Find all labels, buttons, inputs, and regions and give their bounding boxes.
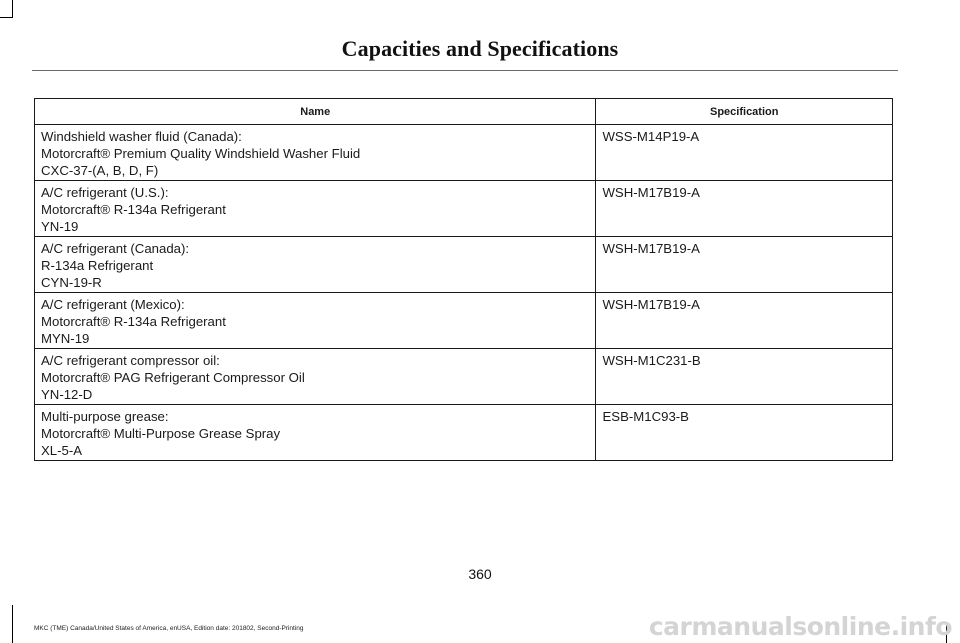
product-name: Motorcraft® PAG Refrigerant Compressor Oil [41,370,305,385]
part-number: YN-19 [41,219,79,234]
name-cell [35,349,596,405]
specification-cell: WSS-M14P19-A [596,125,893,181]
product-name: R-134a Refrigerant [41,258,154,273]
table-row [35,237,893,293]
specification-cell: ESB-M1C93-B [596,405,893,461]
fluid-category: A/C refrigerant (U.S.): [41,185,169,200]
specifications-table [34,98,893,461]
watermark: carmanualsonline.info [648,612,952,641]
name-cell [35,181,596,237]
part-number: MYN-19 [41,331,90,346]
fluid-category: A/C refrigerant (Canada): [41,241,190,256]
fluid-category: Multi-purpose grease: [41,409,169,424]
table-row [35,349,893,405]
name-cell [35,125,596,181]
fluid-category: Windshield washer fluid (Canada): [41,129,242,144]
product-name: Motorcraft® Multi-Purpose Grease Spray [41,426,281,441]
part-number: YN-12-D [41,387,93,402]
product-name: Motorcraft® R-134a Refrigerant [41,202,226,217]
table-header-row [35,99,893,125]
part-number: CXC-37-(A, B, D, F) [41,163,159,178]
column-header-name: Name [35,99,596,125]
specification-cell: WSH-M17B19-A [596,293,893,349]
title-divider [32,70,898,71]
fluid-category: A/C refrigerant (Mexico): [41,297,185,312]
name-cell [35,293,596,349]
crop-mark [0,17,13,18]
column-header-specification: Specification [596,99,893,125]
table-row [35,181,893,237]
page-title: Capacities and Specifications [341,36,619,61]
product-name: Motorcraft® Premium Quality Windshield Washer Fluid [41,146,361,161]
specification-cell: WSH-M17B19-A [596,181,893,237]
part-number: CYN-19-R [41,275,102,290]
edition-footer: MKC (TME) Canada/United States of America, enUSA, Edition date: 201802, Second-Printing [34,625,304,632]
specification-cell: WSH-M1C231-B [596,349,893,405]
name-cell [35,237,596,293]
table-row [35,405,893,461]
specification-cell: WSH-M17B19-A [596,237,893,293]
page-number: 360 [468,566,492,582]
crop-mark [12,0,13,18]
name-cell [35,405,596,461]
fluid-category: A/C refrigerant compressor oil: [41,353,220,368]
table-row [35,125,893,181]
product-name: Motorcraft® R-134a Refrigerant [41,314,226,329]
crop-mark [12,605,13,643]
part-number: XL-5-A [41,443,83,458]
table-row [35,293,893,349]
